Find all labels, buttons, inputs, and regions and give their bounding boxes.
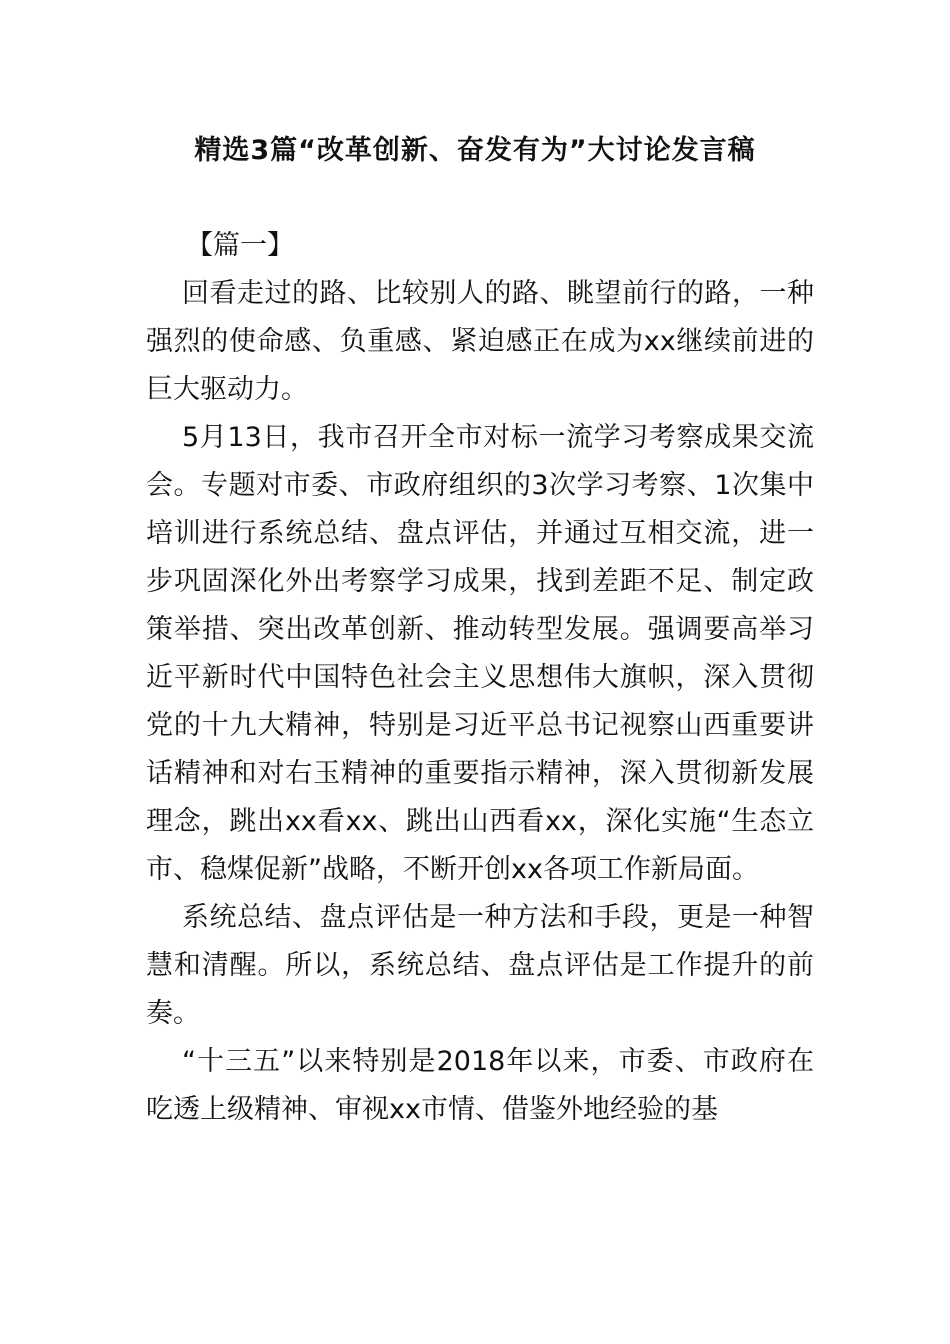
document-title: 精选3篇“改革创新、奋发有为”大讨论发言稿 xyxy=(194,135,756,166)
section-heading: 【篇一】 xyxy=(186,230,294,261)
paragraph-1: 回看走过的路、比较别人的路、眺望前行的路，一种强烈的使命感、负重感、紧迫感正在成为xx继续前进的巨大驱动力。 xyxy=(146,278,814,405)
paragraph-4: “十三五”以来特别是2018年以来，市委、市政府在吃透上级精神、审视xx市情、借鉴外地经验的基 xyxy=(146,1046,814,1125)
paragraph-2: 5月13日，我市召开全市对标一流学习考察成果交流会。专题对市委、市政府组织的3次学习考察、1次集中培训进行系统总结、盘点评估，并通过互相交流，进一步巩固深化外出考察学习成果，找到差距不足、制定政策举措、突出改革创新、推动转型发展。强调要高举习近平新时代中国特色社会主义思想伟大旗帜，深入贯彻党的十九大精神，特别是习近平总书记视察山西重要讲话精神和对右玉精神的重要指示精神，深入贯彻新发展理念，跳出xx看xx、跳出山西看xx，深化实施“生态立市、稳煤促新”战略，不断开创xx各项工作新局面。 xyxy=(146,422,814,885)
document-body xyxy=(146,222,814,1134)
paragraph-3: 系统总结、盘点评估是一种方法和手段，更是一种智慧和清醒。所以，系统总结、盘点评估是工作提升的前奏。 xyxy=(146,902,814,1029)
